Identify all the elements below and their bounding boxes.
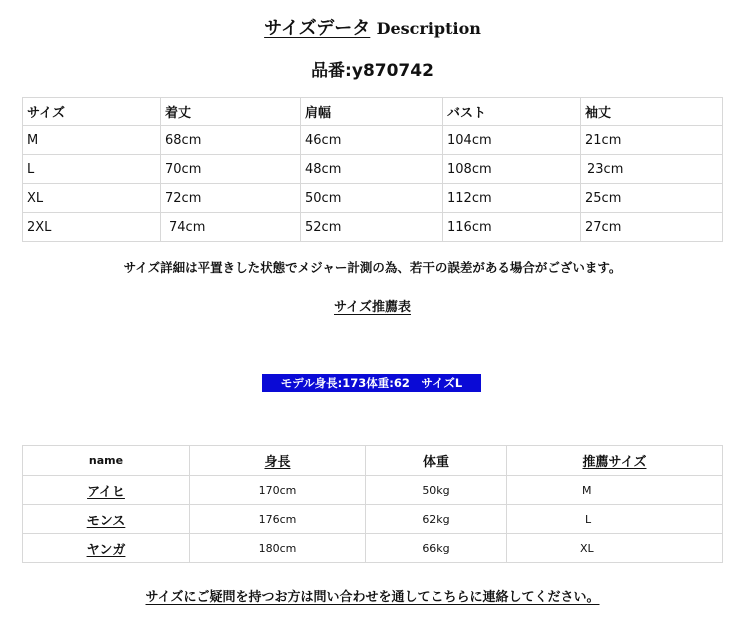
model-name: アイヒ [87,484,125,500]
title-english: Description [376,19,481,38]
model-table [22,445,723,563]
cell-name [23,476,190,505]
table-row [23,505,723,534]
header-bust: バスト [443,98,581,126]
table-row [23,126,723,155]
cell-recommended-size: M [507,476,723,505]
header-height [190,446,366,476]
cell-weight: 66kg [366,534,507,563]
model-name: ヤンガ [86,542,126,558]
table-row [23,213,723,242]
header-weight: 体重 [366,446,507,476]
cell-length: 72cm [161,184,301,213]
cell-shoulder: 48cm [301,155,443,184]
cell-shoulder: 46cm [301,126,443,155]
cell-shoulder: 52cm [301,213,443,242]
header-size: サイズ [23,98,161,126]
cell-size: 2XL [23,213,161,242]
contact-note: サイズにご疑問を持つお方は問い合わせを通してこちらに連絡してください。 [145,590,600,605]
header-height-label: 身長 [264,455,291,470]
cell-shoulder: 50cm [301,184,443,213]
cell-sleeve: 25cm [581,184,723,213]
cell-size: L [23,155,161,184]
cell-length: 68cm [161,126,301,155]
page-title [0,14,745,40]
header-recommended-size-label: 推薦サイズ [582,455,647,470]
model-table-header-row [23,446,723,476]
header-sleeve: 袖丈 [581,98,723,126]
measurement-note: サイズ詳細は平置きした状態でメジャー計測の為、若干の誤差がある場合がございます。 [123,260,622,275]
cell-name [23,505,190,534]
cell-bust: 108cm [443,155,581,184]
cell-bust: 112cm [443,184,581,213]
title-japanese: サイズデータ [264,18,371,39]
table-row [23,184,723,213]
table-row [23,155,723,184]
model-name: モンス [86,513,126,529]
model-info-badge: モデル身長:173体重:62 サイズL [262,374,481,392]
cell-bust: 104cm [443,126,581,155]
cell-name [23,534,190,563]
header-shoulder: 肩幅 [301,98,443,126]
cell-length: 74cm [161,213,301,242]
cell-recommended-size: L [507,505,723,534]
cell-length: 70cm [161,155,301,184]
cell-sleeve: 27cm [581,213,723,242]
cell-weight: 62kg [366,505,507,534]
cell-sleeve: 23cm [581,155,723,184]
table-row [23,534,723,563]
header-recommended-size [507,446,723,476]
header-name: name [23,446,190,476]
cell-height: 170cm [190,476,366,505]
size-table [22,97,723,242]
header-length: 着丈 [161,98,301,126]
recommendation-title: サイズ推薦表 [334,300,411,315]
table-row [23,476,723,505]
product-code: 品番:y870742 [311,61,434,81]
cell-sleeve: 21cm [581,126,723,155]
cell-bust: 116cm [443,213,581,242]
size-table-header-row [23,98,723,126]
cell-weight: 50kg [366,476,507,505]
cell-recommended-size: XL [507,534,723,563]
cell-size: M [23,126,161,155]
cell-size: XL [23,184,161,213]
cell-height: 180cm [190,534,366,563]
cell-height: 176cm [190,505,366,534]
